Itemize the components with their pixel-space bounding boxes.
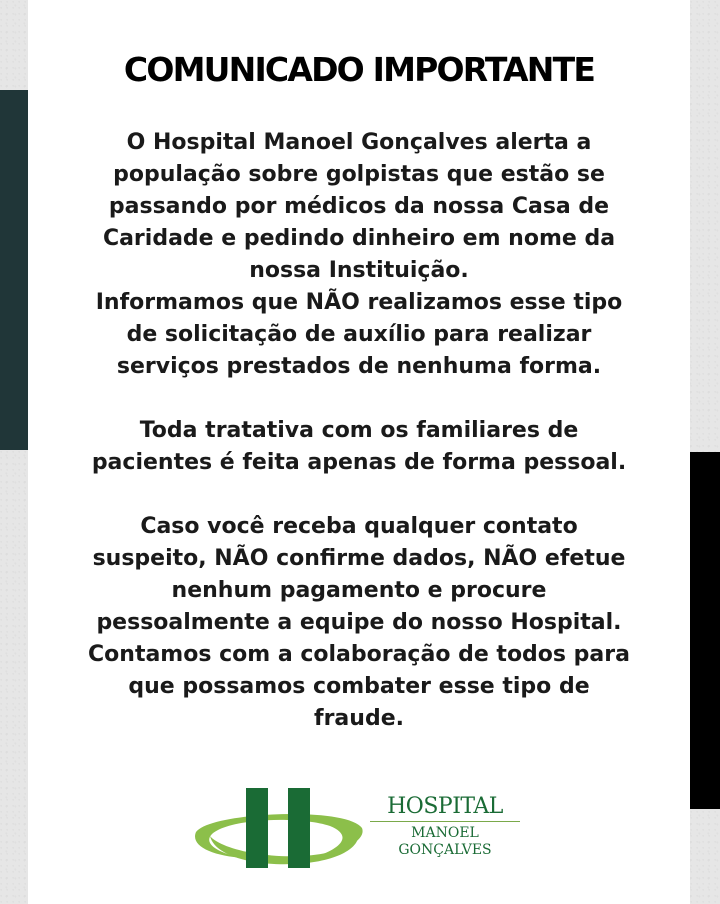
hospital-cross-emblem-icon	[190, 786, 366, 876]
right-accent-bar	[690, 452, 720, 809]
body-line: Contamos com a colaboração de todos para	[88, 642, 630, 667]
body-line: população sobre golpistas que estão se	[113, 162, 605, 187]
logo-line-goncalves: GONÇALVES	[398, 842, 492, 858]
body-line: Caso você receba qualquer contato	[140, 514, 578, 539]
body-line: pessoalmente a equipe do nosso Hospital.	[96, 610, 622, 635]
paragraph-gap	[28, 383, 690, 415]
body-line: Caridade e pedindo dinheiro em nome da	[102, 226, 616, 251]
logo-bar-gap	[268, 822, 288, 836]
body-line: que possamos combater esse tipo de	[128, 674, 590, 699]
hospital-logo	[190, 786, 530, 876]
logo-line-manoel: MANOEL	[411, 825, 479, 841]
left-accent-bar	[0, 90, 28, 450]
body-line: pacientes é feita apenas de forma pessoal.	[91, 450, 627, 475]
body-line: Informamos que NÃO realizamos esse tipo	[95, 290, 623, 315]
body-line: fraude.	[314, 706, 404, 731]
logo-line-hospital: HOSPITAL	[370, 794, 520, 822]
body-line: O Hospital Manoel Gonçalves alerta a	[126, 130, 592, 155]
body-line: nossa Instituição.	[249, 258, 469, 283]
body-line: serviços prestados de nenhuma forma.	[116, 354, 602, 379]
notice-title: COMUNICADO IMPORTANTE	[123, 50, 595, 89]
body-line: suspeito, NÃO confirme dados, NÃO efetue	[92, 546, 626, 571]
body-line: de solicitação de auxílio para realizar	[126, 322, 592, 347]
body-line: nenhum pagamento e procure	[171, 578, 547, 603]
paragraph-gap	[28, 479, 690, 511]
notice-body	[28, 127, 690, 735]
body-line: passando por médicos da nossa Casa de	[108, 194, 610, 219]
body-line: Toda tratativa com os familiares de	[139, 418, 579, 443]
logo-wordmark	[370, 794, 520, 859]
